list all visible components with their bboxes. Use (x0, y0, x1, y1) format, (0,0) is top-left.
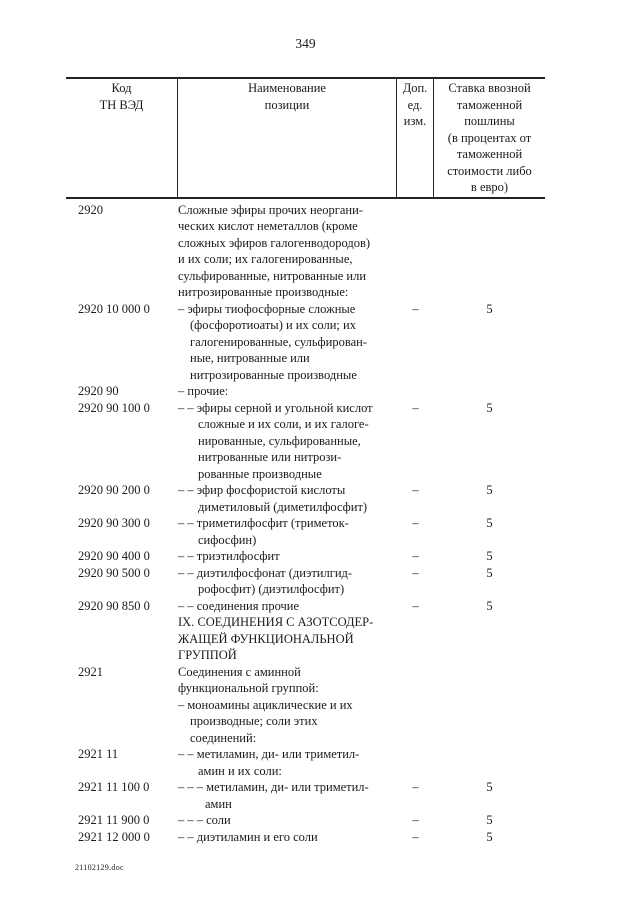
header-line: Доп. (402, 81, 428, 95)
row-unit (397, 746, 434, 779)
row-unit: – (412, 598, 419, 613)
row-rate: 5 (486, 549, 493, 563)
row-code: 2921 11 (78, 747, 119, 761)
row-name-line: производные; соли этих (190, 714, 318, 728)
row-unit: – (412, 813, 419, 827)
row-name (178, 565, 397, 598)
row-name (178, 697, 397, 747)
row-name-line: нитрозированные производные: (178, 285, 349, 299)
row-rate: 5 (486, 400, 493, 415)
header-line: (в процентах от (447, 130, 532, 145)
row-name-line: рофосфит) (диэтилфосфит) (198, 582, 345, 596)
row-code: 2920 90 850 0 (78, 598, 150, 613)
row-unit (397, 697, 434, 747)
row-unit: – (412, 565, 419, 580)
row-name-line: диметиловый (диметилфосфит) (198, 499, 368, 514)
row-name-line: – – – метиламин, ди- или триметил- (178, 780, 369, 794)
row-code (66, 614, 178, 664)
row-rate: 5 (486, 829, 493, 844)
header-line: в евро) (470, 180, 509, 194)
row-name (178, 829, 397, 846)
table-row (66, 812, 545, 829)
table-row (66, 202, 545, 301)
row-name-line: IX. СОЕДИНЕНИЯ С АЗОТСОДЕР- (178, 615, 374, 629)
row-name (178, 598, 397, 615)
row-code: 2920 90 500 0 (78, 565, 150, 580)
row-rate (434, 664, 545, 697)
row-code: 2920 90 200 0 (78, 483, 150, 497)
header-line: Код (111, 81, 132, 95)
row-unit (397, 664, 434, 697)
row-name-line: сложные и их соли, и их галоге- (198, 417, 369, 431)
row-name-line: ЖАЩЕЙ ФУНКЦИОНАЛЬНОЙ (178, 631, 354, 646)
row-name-line: рованные производные (198, 466, 322, 481)
row-rate: 5 (486, 301, 493, 316)
row-name-line: – – метиламин, ди- или триметил- (178, 747, 360, 761)
row-name-line: – эфиры тиофосфорные сложные (178, 301, 356, 316)
table-header (66, 77, 545, 199)
header-cell-name (178, 79, 397, 197)
row-unit: – (412, 483, 419, 497)
row-name-line: – – эфиры серной и угольной кислот (178, 400, 373, 415)
row-name-line: соединений: (190, 730, 257, 745)
header-cell-code (66, 79, 178, 197)
row-name-line: – – диэтилфосфонат (диэтилгид- (178, 565, 353, 580)
row-name-line: – прочие: (178, 384, 229, 398)
row-name (178, 383, 397, 400)
row-code: 2921 12 000 0 (78, 829, 150, 844)
row-name-line: – – – соли (178, 813, 231, 827)
table-row (66, 829, 545, 846)
header-cell-rate (434, 79, 545, 197)
table-row (66, 400, 545, 483)
table-row (66, 746, 545, 779)
table-row (66, 614, 545, 664)
row-code: 2920 90 (78, 384, 119, 398)
row-name-line: (фосфоротиоаты) и их соли; их (190, 318, 356, 332)
header-line: таможенной (456, 147, 523, 161)
row-name-line: – моноамины ациклические и их (178, 697, 353, 712)
row-name-line: нитрозированные производные (190, 367, 357, 382)
row-rate (434, 697, 545, 747)
row-unit (397, 202, 434, 301)
row-rate: 5 (486, 780, 493, 794)
row-name (178, 515, 397, 548)
row-name-line: сульфированные, нитрованные или (178, 268, 367, 283)
header-line: стоимости либо (447, 163, 532, 178)
row-name-line: амин (205, 796, 232, 811)
row-code: 2921 (78, 664, 103, 679)
row-rate (434, 614, 545, 664)
row-name-line: амин и их соли: (198, 763, 282, 778)
row-unit (397, 383, 434, 400)
row-unit: – (412, 829, 419, 844)
row-name (178, 400, 397, 483)
row-name-line: – – диэтиламин и его соли (178, 829, 318, 844)
table-row (66, 548, 545, 565)
row-name-line: сифосфин) (198, 532, 257, 547)
row-name (178, 482, 397, 515)
table-row (66, 301, 545, 384)
table-row (66, 697, 545, 747)
table-row (66, 664, 545, 697)
document-filename: 21102129.doc (75, 863, 124, 872)
row-unit: – (412, 549, 419, 563)
row-rate: 5 (486, 516, 493, 530)
row-rate: 5 (486, 598, 493, 613)
table-row (66, 383, 545, 400)
row-code: 2921 11 900 0 (78, 813, 150, 827)
tariff-table (66, 77, 545, 845)
row-name-line: ческих кислот неметаллов (кроме (178, 219, 358, 233)
row-name (178, 548, 397, 565)
row-name-line: – – триэтилфосфит (178, 549, 280, 563)
row-name-line: – – триметилфосфит (триметок- (178, 516, 349, 530)
row-name (178, 812, 397, 829)
table-row (66, 565, 545, 598)
row-rate: 5 (486, 483, 493, 497)
row-rate: 5 (486, 813, 493, 827)
row-unit: – (412, 301, 419, 316)
row-code: 2920 10 000 0 (78, 301, 150, 316)
row-unit: – (412, 400, 419, 415)
row-name-line: и их соли; их галогенированные, (178, 252, 353, 266)
row-code: 2921 11 100 0 (78, 780, 150, 794)
row-name-line: нитрованные или нитрози- (198, 450, 342, 464)
row-name-line: галогенированные, сульфирован- (190, 334, 367, 349)
header-line: пошлины (464, 114, 515, 128)
row-rate (434, 746, 545, 779)
row-name (178, 779, 397, 812)
row-name (178, 301, 397, 384)
row-unit: – (412, 780, 419, 794)
row-unit (397, 614, 434, 664)
header-line: ед. (407, 97, 423, 112)
row-name-line: Сложные эфиры прочих неоргани- (178, 202, 363, 217)
row-name-line: ГРУППОЙ (178, 648, 237, 662)
row-name-line: – – соединения прочие (178, 598, 300, 613)
row-name-line: Соединения с аминной (178, 664, 301, 679)
table-row (66, 779, 545, 812)
row-name-line: нированные, сульфированные, (198, 433, 361, 448)
row-name (178, 746, 397, 779)
row-name (178, 202, 397, 301)
table-row (66, 515, 545, 548)
row-name (178, 614, 397, 664)
table-row (66, 598, 545, 615)
header-line: Наименование (248, 81, 326, 95)
row-code (66, 697, 178, 747)
row-rate: 5 (486, 565, 493, 580)
header-line: позиции (264, 97, 310, 112)
header-line: ТН ВЭД (99, 97, 144, 112)
header-line: таможенной (456, 97, 523, 112)
row-code: 2920 (78, 202, 103, 217)
row-name-line: сложных эфиров галогенводородов) (178, 235, 371, 250)
page-number: 349 (295, 36, 316, 51)
table-row (66, 482, 545, 515)
row-rate (434, 202, 545, 301)
row-name (178, 664, 397, 697)
row-name-line: ные, нитрованные или (190, 351, 310, 365)
row-unit: – (412, 516, 419, 530)
header-cell-unit (397, 79, 434, 197)
table-body (66, 199, 545, 846)
header-line: Ставка ввозной (448, 81, 531, 95)
row-code: 2920 90 300 0 (78, 516, 150, 530)
row-name-line: функциональной группой: (178, 681, 319, 695)
header-line: изм. (403, 114, 427, 128)
row-code: 2920 90 100 0 (78, 400, 150, 415)
row-rate (434, 383, 545, 400)
row-code: 2920 90 400 0 (78, 549, 150, 563)
row-name-line: – – эфир фосфористой кислоты (178, 483, 346, 497)
